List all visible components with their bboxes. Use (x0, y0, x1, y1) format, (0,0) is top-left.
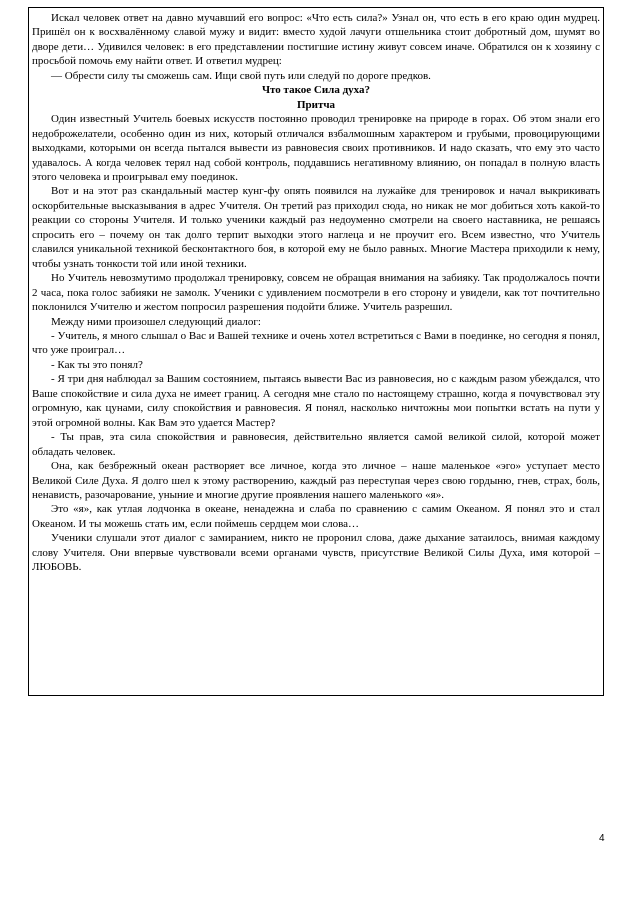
body-paragraph: Между ними произошел следующий диалог: (51, 315, 261, 328)
sage-answer-paragraph: — Обрести силу ты сможешь сам. Ищи свой путь или следуй по дороге предков. (51, 69, 431, 82)
parable-subheading: Притча (296, 98, 336, 111)
body-paragraph: Вот и на этот раз скандальный мастер кунг-фу опять появился на лужайке для тренировок и начал выкрикивать оскорбительные высказывания в адрес Учителя. Он третий раз приходил сюда, но никак не мог добиться хоть какой-то реакции со стороны Учителя. И только ученики каждый раз недоуменно смотрели на своего наставника, не решаясь спросить его – почему он так долго терпит выходки этого наглеца и не проучит его. Всем известно, что Учитель славился уникальной техникой бесконтактного боя, в которой ему не было равных. Многие Мастера приходили к нему, чтобы узнать тонкости той или иной техники. (32, 185, 600, 270)
body-paragraph: Один известный Учитель боевых искусств постоянно проводил тренировке на природе в горах. Об этом знали его недоброжелатели, особенно один из них, который отличался взбалмошным характером и грубыми, провоцирующими выходками, которыми он всегда пытался вывести из равновесия своих противников. И надо сказать, что ему это часто удавалось. А когда человек терял над собой контроль, поддавшись негативному влиянию, он попадал в полную власть этого человека и проигрывал ему поединок. (32, 113, 600, 183)
dialog-line: - Я три дня наблюдал за Вашим состоянием, пытаясь вывести Вас из равновесия, но с каждым разом убеждался, что Ваше спокойствие и сила духа не имеет границ. А сегодня мне стало по настоящему страшно, когда я почувствовал эту огромную, как цунами, силу спокойствия и равновесия. Я понял, насколько ничтожны мои попытки встать на пути у этой огромной волны. Как Вам это удается Мастер? (32, 373, 600, 429)
text-frame (28, 7, 604, 696)
page-number: 4 (599, 833, 605, 844)
dialog-line: - Как ты это понял? (51, 358, 143, 371)
dialog-line: - Учитель, я много слышал о Вас и Вашей технике и очень хотел встретиться с Вами в поединке, но сегодня я понял, что уже проиграл… (32, 329, 600, 357)
body-paragraph: Но Учитель невозмутимо продолжал тренировку, совсем не обращая внимания на забияку. Так продолжалось почти 2 часа, пока голос забияки не замолк. Ученики с удивлением посмотрели в его сторону и увидели, как тот почтительно поклонился Учителю и жестом попросил разрешения подойти ближе. Учитель разрешил. (32, 272, 600, 314)
intro-paragraph: Искал человек ответ на давно мучавший его вопрос: «Что есть сила?» Узнал он, что есть в его краю один мудрец. Пришёл он к восхвалённому славой мужу и видит: вместо худой лачуги отшельника стоит добротный дом, шумят во дворе дети… Удивился человек: в его представлении постигшие истину живут совсем иначе. Обратился он к хозяину с просьбой помочь ему найти ответ. И ответил мудрец: (32, 12, 600, 68)
body-paragraph: Ученики слушали этот диалог с замиранием, никто не проронил слова, даже дыхание затаилось, внимая каждому слову Учителя. Они впервые чувствовали всеми органами чувств, присутствие Великой Силы Духа, имя которой – ЛЮБОВЬ. (32, 532, 600, 574)
parable-heading: Что такое Сила духа? (261, 84, 371, 97)
body-paragraph: Она, как безбрежный океан растворяет все личное, когда это личное – наше маленькое «эго» уступает место Великой Силе Духа. Я долго шел к этому растворению, каждый раз переступая через свою гордыню, гнев, страх, боль, ненависть, разочарование, уныние и многие другие проявления нашего маленького «я». (32, 460, 600, 501)
body-paragraph: Это «я», как утлая лодчонка в океане, ненадежна и слаба по сравнению с самим Океаном. Я понял это и стал Океаном. И ты можешь стать им, если поймешь сердцем мои слова… (32, 503, 600, 530)
dialog-line: - Ты прав, эта сила спокойствия и равновесия, действительно является самой великой силой, которой может обладать человек. (32, 431, 600, 458)
